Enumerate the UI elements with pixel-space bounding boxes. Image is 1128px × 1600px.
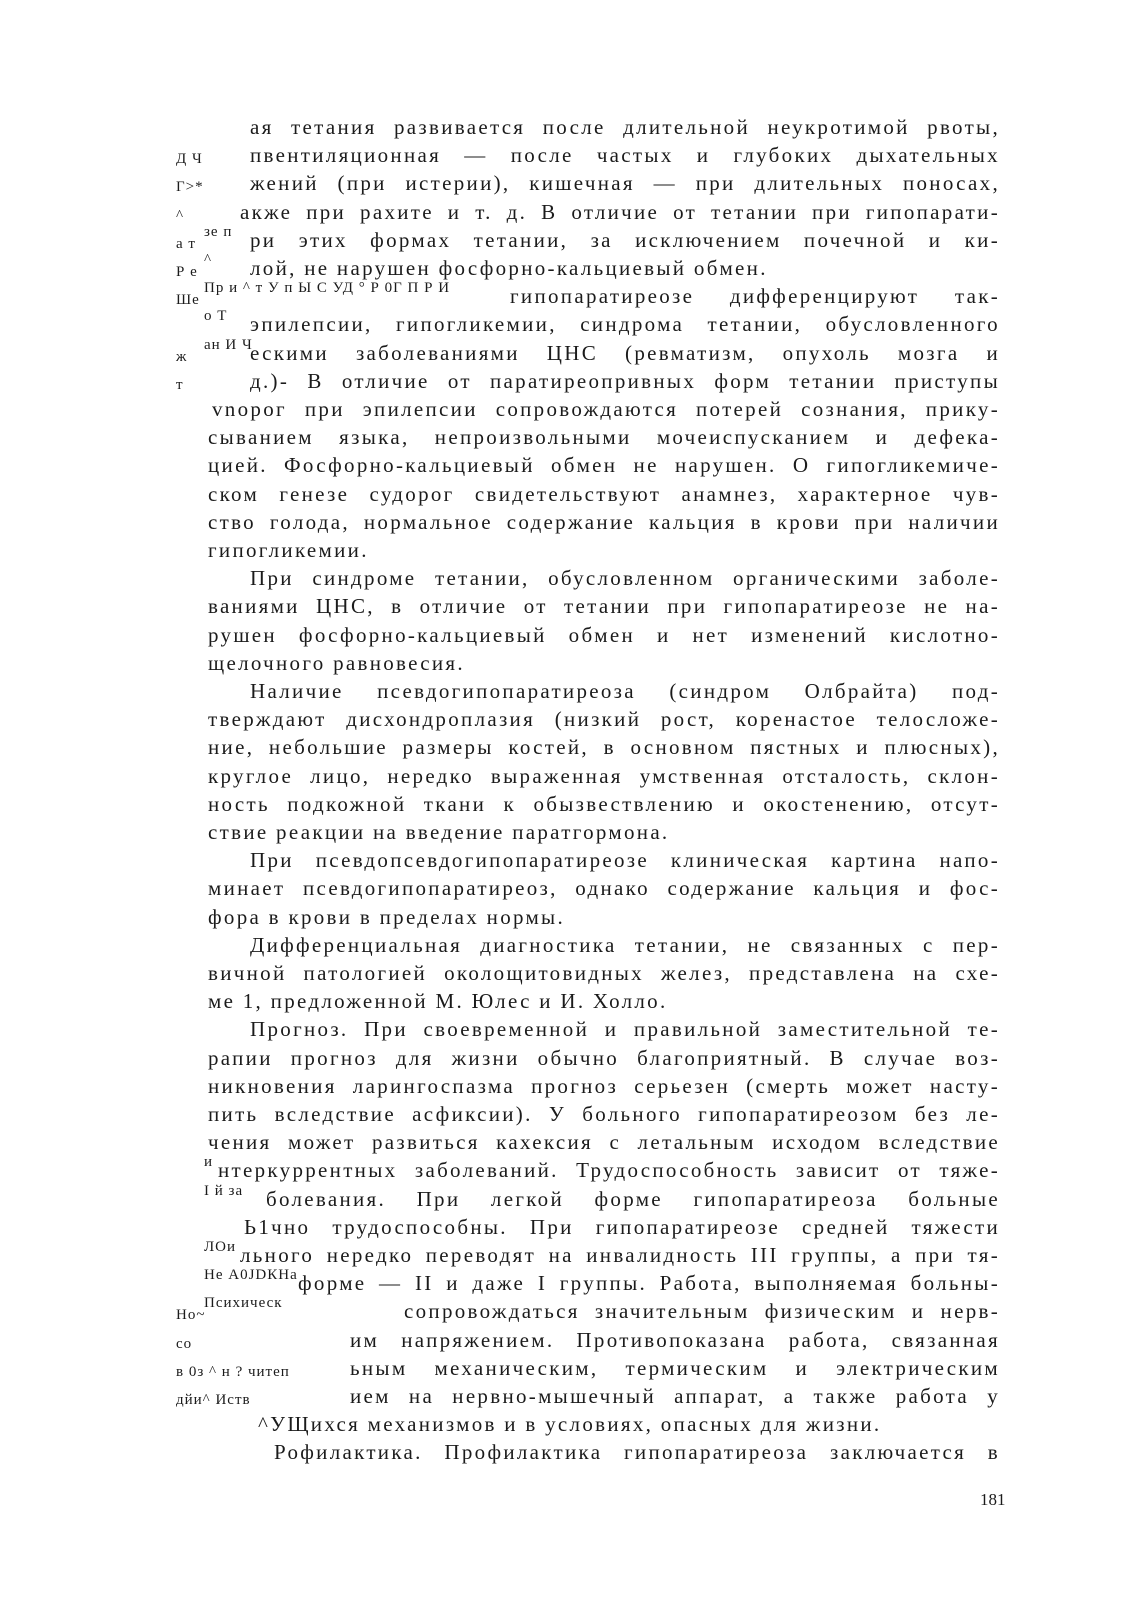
line-text: фора в крови в пределах нормы. <box>208 904 566 929</box>
line-text: ность подкожной ткани к обызвествлению и окостенению, отсут- <box>208 791 1000 816</box>
line-text: никновения ларингоспазма прогноз серьезен (смерть может насту- <box>208 1073 1000 1098</box>
margin-fragment <box>176 676 240 706</box>
margin-text-bottom: Психическ <box>204 1295 283 1312</box>
text-line <box>0 1071 1128 1101</box>
margin-fragment <box>176 930 240 960</box>
margin-fragment <box>176 1409 240 1439</box>
text-line <box>0 394 1128 424</box>
margin-text-top: ж <box>176 348 188 365</box>
margin-text-top: со <box>176 1335 193 1352</box>
line-text: ствие реакции на введение паратгормона. <box>208 820 670 844</box>
text-line <box>0 225 1128 255</box>
text-line <box>0 1212 1128 1242</box>
margin-text-bottom: ЛОи <box>204 1239 237 1255</box>
line-text: рушен фосфорно-кальциевый обмен и нет изменений кислотно- <box>208 622 1000 647</box>
text-line <box>0 1325 1128 1355</box>
margin-fragment <box>176 1182 244 1214</box>
line-text: гипогликемии. <box>208 538 369 562</box>
line-text: Рофилактика. Профилактика гипопаратиреоза заключается в <box>274 1440 1000 1465</box>
line-text: Прогноз. При своевременной и правильной заместительной те- <box>250 1017 1000 1042</box>
text-line <box>0 366 1128 396</box>
text-line <box>0 873 1128 903</box>
margin-text-bottom: зе п <box>204 223 233 240</box>
line-text: льного нередко переводят на инвалидность III группы, а при тя- <box>240 1243 1000 1267</box>
margin-fragment <box>176 366 240 396</box>
margin-fragment <box>176 845 240 875</box>
margin-text-top: Но~ <box>176 1307 206 1324</box>
line-text: щелочного равновесия. <box>208 650 465 675</box>
margin-fragment <box>176 197 240 227</box>
page-number: 181 <box>980 1490 1006 1509</box>
text-line <box>0 422 1128 452</box>
margin-text-top: Р е <box>176 264 198 280</box>
line-text: гипопаратиреозе дифференцируют так- <box>510 284 1000 309</box>
text-line <box>0 732 1128 762</box>
text-line <box>0 1268 1128 1298</box>
line-text: vnорог при эпилепсии сопровождаются потерей сознания, прику- <box>212 397 1000 421</box>
line-text: Ь1чно трудоспособны. При гипопаратиреозе средней тяжести <box>244 1214 1000 1239</box>
margin-fragment <box>176 1437 240 1467</box>
line-text: ри этих формах тетании, за исключением почечной и ки- <box>250 227 1000 252</box>
text-line <box>0 1099 1128 1129</box>
text-line <box>0 338 1128 368</box>
line-text: нтеркуррентных заболеваний. Трудоспособность зависит от тяже- <box>218 1158 1000 1183</box>
margin-text-top: Г>* <box>176 179 204 196</box>
margin-text-bottom: Пр и ^ т У п Ы С УД ° Р 0Г П Р И <box>204 280 451 297</box>
line-text: При псевдопсевдогипопаратиреозе клиническая картина напо- <box>250 848 1000 873</box>
margin-fragment <box>176 309 240 339</box>
line-text: цией. Фосфорно-кальциевый обмен не нарушен. О гипогликемиче- <box>208 453 1000 478</box>
margin-text-top: ^ <box>176 207 185 224</box>
text-line <box>0 930 1128 960</box>
line-text: ме 1, предложенной М. Юлес и И. Холло. <box>208 989 668 1014</box>
line-text: пить вследствие асфиксии). У больного гипопаратиреозом без ле- <box>208 1102 1000 1126</box>
text-line <box>0 648 1128 678</box>
line-text: им напряжением. Противопоказана работа, связанная <box>350 1327 1000 1352</box>
text-line <box>0 817 1128 847</box>
text-line <box>0 197 1128 227</box>
margin-text-bottom: о Т <box>204 308 228 325</box>
margin-fragment <box>176 1267 298 1298</box>
margin-fragment <box>176 112 240 142</box>
line-text: болевания. При легкой форме гипопаратиреоза больные <box>266 1186 1000 1211</box>
margin-text-top: Д Ч <box>176 151 203 168</box>
line-text: Дифференциальная диагностика тетании, не связанных с пер- <box>250 932 1000 957</box>
text-line <box>0 1353 1128 1383</box>
text-line <box>0 1127 1128 1157</box>
text-line <box>0 1155 1128 1185</box>
line-text: акже при рахите и т. д. В отличие от тетании при гипопарати- <box>240 199 1000 224</box>
line-text: ство голода, нормальное содержание кальция в крови при наличии <box>208 509 1000 534</box>
margin-fragment <box>176 225 240 255</box>
line-text: минает псевдогипопаратиреоз, однако содержание кальция и фос- <box>208 876 1000 901</box>
text-line <box>0 1184 1128 1214</box>
text-line <box>0 112 1128 142</box>
text-line <box>0 789 1128 819</box>
margin-text-top: Ше <box>176 292 200 309</box>
margin-text-top: т <box>176 376 184 393</box>
line-text: вичной патологией околощитовидных желез, представлена на схе- <box>208 961 1000 985</box>
text-line <box>0 281 1128 311</box>
text-line <box>0 309 1128 339</box>
margin-text-bottom: ан И Ч <box>204 336 253 353</box>
text-line <box>0 1381 1128 1411</box>
text-line <box>0 704 1128 734</box>
margin-fragment <box>176 1353 290 1383</box>
text-line <box>0 450 1128 480</box>
line-text: ием на нервно-мышечный аппарат, а также работа у <box>350 1384 1000 1408</box>
line-text: чения может развиться кахексия с летальным исходом вследствие <box>208 1130 1000 1155</box>
margin-text-bottom: I й за <box>204 1182 244 1199</box>
margin-fragment <box>176 1240 240 1270</box>
margin-fragment <box>176 1295 283 1326</box>
margin-fragment <box>176 1325 240 1355</box>
line-text: ^УЩихся механизмов и в условиях, опасных для жизни. <box>258 1412 882 1437</box>
margin-text-top: в 0з ^ н ? читеп <box>176 1363 290 1380</box>
margin-fragment <box>176 253 240 283</box>
margin-fragment <box>176 280 451 311</box>
line-text: лой, не нарушен фосфорно-кальциевый обмен. <box>250 256 768 280</box>
line-text: круглое лицо, нередко выраженная умственная отсталость, склон- <box>208 763 1000 788</box>
text-line <box>0 168 1128 198</box>
margin-fragment <box>176 1014 240 1044</box>
line-text: эпилепсии, гипогликемии, синдрома тетании, обусловленного <box>250 312 1000 337</box>
line-text: Наличие псевдогипопаратиреоза (синдром Олбрайта) под- <box>250 679 1000 703</box>
margin-text-top: а т <box>176 235 196 252</box>
text-line <box>0 535 1128 565</box>
text-line <box>0 986 1128 1016</box>
text-line <box>0 140 1128 170</box>
text-line <box>0 845 1128 875</box>
line-text: д.)- В отличие от паратиреопривных форм тетании приступы <box>250 368 1000 393</box>
line-text: сыванием языка, непроизвольными мочеиспусканием и дефека- <box>208 425 1000 450</box>
line-text: рапии прогноз для жизни обычно благоприятный. В случае воз- <box>208 1045 1000 1070</box>
line-text: ескими заболеваниями ЦНС (ревматизм, опухоль мозга и <box>250 340 1000 365</box>
line-text: ском генезе судорог свидетельствуют анамнез, характерное чув- <box>208 481 1000 506</box>
line-text: тверждают дисхондроплазия (низкий рост, коренастое телосложе- <box>208 707 1000 732</box>
line-text: При синдроме тетании, обусловленном органическими заболе- <box>250 566 1000 591</box>
text-line <box>0 958 1128 988</box>
text-line <box>0 1296 1128 1326</box>
line-text: ьным механическим, термическим и электрическим <box>350 1355 1000 1380</box>
margin-fragment <box>176 1212 240 1242</box>
text-line <box>0 620 1128 650</box>
line-text: сопровождаться значительным физическим и нерв- <box>404 1299 1000 1324</box>
text-line <box>0 1409 1128 1439</box>
margin-text-bottom: и <box>204 1154 214 1171</box>
margin-text-bottom: Не А0JDКНа <box>204 1267 298 1284</box>
text-line <box>0 902 1128 932</box>
text-line <box>0 1437 1128 1467</box>
text-line <box>0 761 1128 791</box>
text-line <box>0 1014 1128 1044</box>
text-line <box>0 563 1128 593</box>
margin-text-bottom: ^ <box>204 252 213 268</box>
line-text: ваниями ЦНС, в отличие от тетании при гипопаратиреозе не на- <box>208 594 1000 619</box>
line-text: ая тетания развивается после длительной неукротимой рвоты, <box>250 115 1000 139</box>
margin-fragment <box>176 168 240 198</box>
text-line <box>0 507 1128 537</box>
margin-fragment <box>176 1381 251 1411</box>
line-text: ние, небольшие размеры костей, в основном пястных и плюсных), <box>208 735 1000 760</box>
margin-fragment <box>176 336 253 368</box>
margin-text-top: дйи^ Иств <box>176 1392 251 1408</box>
line-text: форме — II и даже I группы. Работа, выполняемая больны- <box>298 1271 1000 1296</box>
text-line <box>0 591 1128 621</box>
line-text: пвентиляционная — после частых и глубоких дыхательных <box>250 143 1000 168</box>
text-line <box>0 1240 1128 1270</box>
text-line <box>0 479 1128 509</box>
margin-fragment <box>176 140 240 170</box>
text-line <box>0 253 1128 283</box>
margin-fragment <box>176 563 240 593</box>
text-line <box>0 676 1128 706</box>
text-line <box>0 1043 1128 1073</box>
line-text: жений (при истерии), кишечная — при длительных поносах, <box>250 171 1000 196</box>
